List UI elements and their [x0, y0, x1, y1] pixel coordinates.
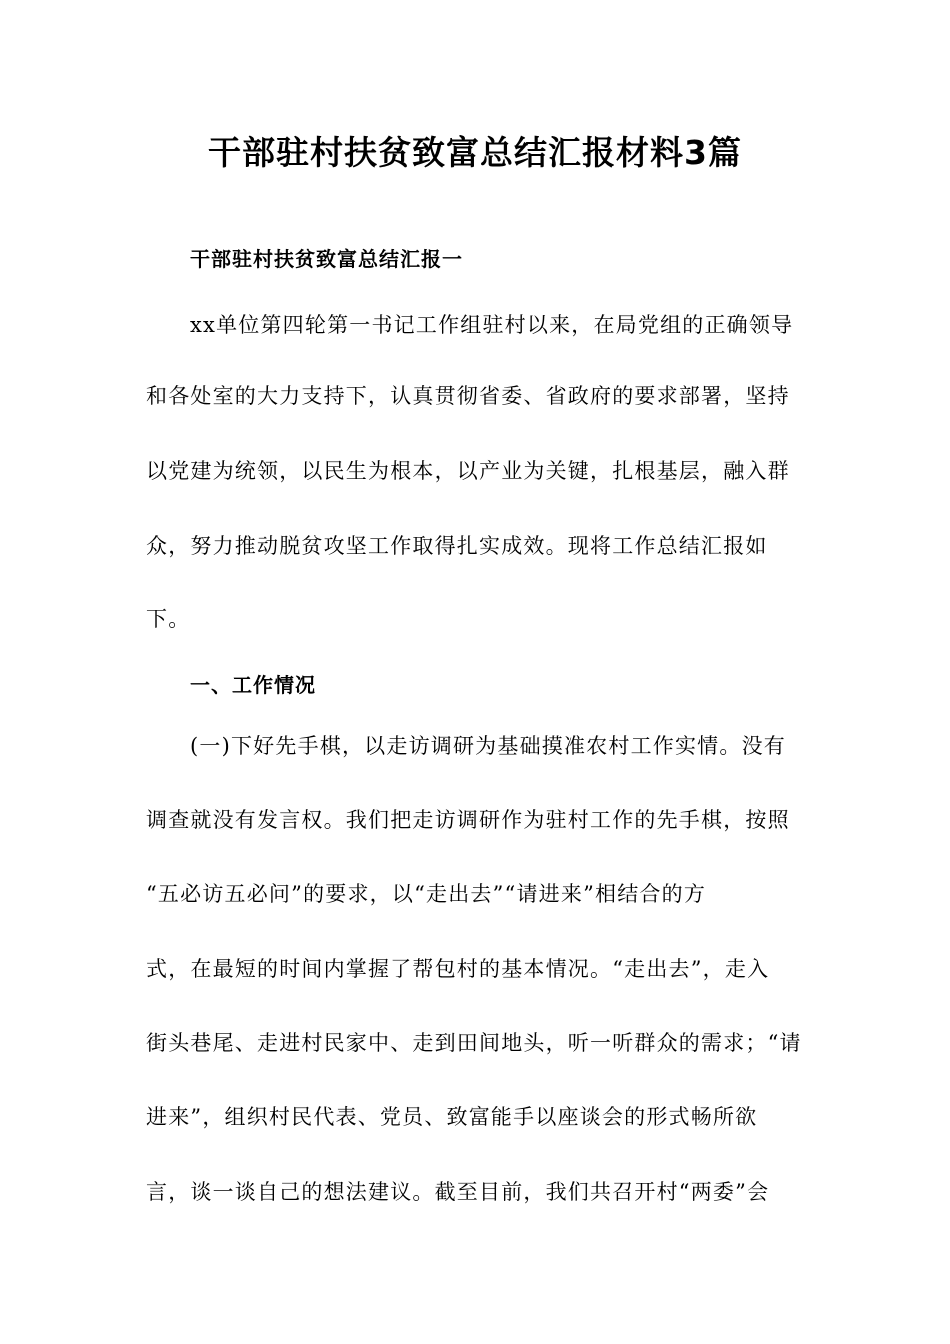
paragraph-line: 言，谈一谈自己的想法建议。截至目前，我们共召开村“两委”会: [146, 1180, 770, 1204]
section-title: 干部驻村扶贫致富总结汇报一: [190, 247, 463, 271]
paragraph-line: 众，努力推动脱贫攻坚工作取得扎实成效。现将工作总结汇报如: [146, 534, 768, 558]
paragraph-line: 进来”，组织村民代表、党员、致富能手以座谈会的形式畅所欲: [146, 1105, 758, 1129]
paragraph-line: 式，在最短的时间内掌握了帮包村的基本情况。“走出去”，走入: [146, 957, 770, 981]
document-title: 干部驻村扶贫致富总结汇报材料3篇: [208, 133, 742, 172]
paragraph-line: (一)下好先手棋，以走访调研为基础摸准农村工作实情。没有: [190, 734, 786, 758]
paragraph-line: 和各处室的大力支持下，认真贯彻省委、省政府的要求部署，坚持: [146, 384, 790, 408]
paragraph-line: “五必访五必问”的要求，以“走出去”“请进来”相结合的方: [146, 882, 707, 906]
paragraph-line: 街头巷尾、走进村民家中、走到田间地头，听一听群众的需求；“请: [146, 1031, 802, 1055]
paragraph-line: 以党建为统领，以民生为根本，以产业为关键，扎根基层，融入群: [146, 459, 790, 483]
paragraph-line: 下。: [146, 607, 191, 631]
paragraph-line: xx单位第四轮第一书记工作组驻村以来，在局党组的正确领导: [190, 313, 794, 337]
paragraph-line: 调查就没有发言权。我们把走访调研作为驻村工作的先手棋，按照: [146, 808, 790, 832]
section-heading: 一、工作情况: [190, 673, 316, 697]
